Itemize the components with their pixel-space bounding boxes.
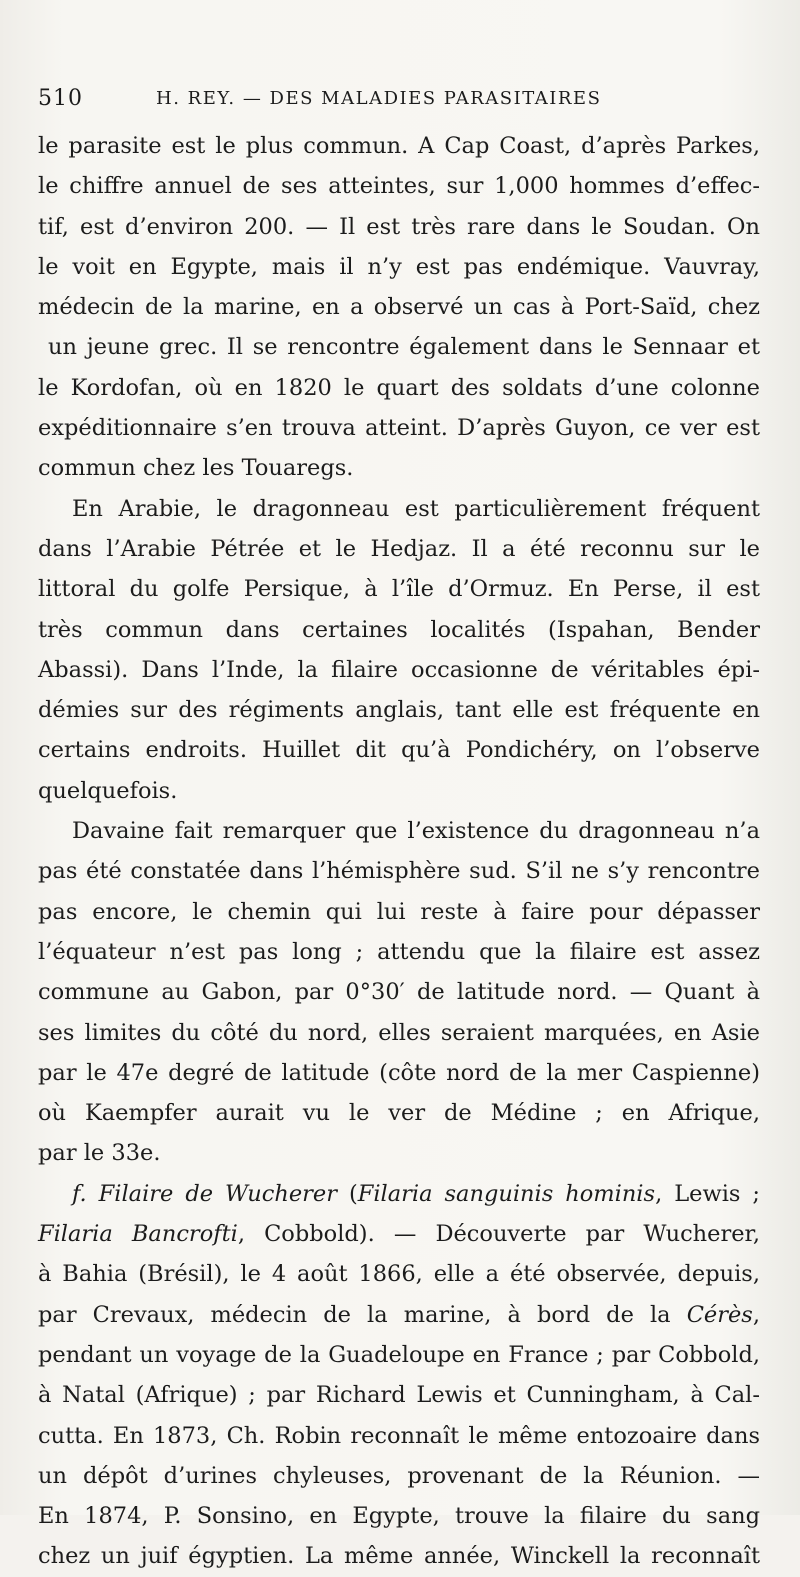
text-line: pendant un voyage de la Guadeloupe en France ; par Cobbold, <box>38 1341 760 1368</box>
text-line: Abassi). Dans l’Inde, la filaire occasionne de véritables épi- <box>38 656 760 683</box>
page-header <box>38 86 758 116</box>
text-line: En Arabie, le dragonneau est particulièrement fréquent <box>72 495 760 522</box>
text-plain: ( <box>336 1180 358 1207</box>
page-number: 510 <box>38 86 83 111</box>
text-line: par le 47e degré de latitude (côte nord de la mer Caspienne) <box>38 1059 760 1086</box>
text-italic: f. Filaire de Wucherer <box>72 1180 337 1207</box>
text-line: médecin de la marine, en a observé un cas à Port-Saïd, chez <box>38 294 760 321</box>
text-line: le voit en Egypte, mais il n’y est pas endémique. Vauvray, <box>38 253 760 280</box>
text-line <box>38 1174 760 1214</box>
text-line <box>38 1295 760 1335</box>
text-line: ses limites du côté du nord, elles seraient marquées, en Asie <box>38 1019 760 1046</box>
text-italic: Filaria sanguinis hominis <box>357 1180 656 1207</box>
text-line: dans l’Arabie Pétrée et le Hedjaz. Il a été reconnu sur le <box>38 535 760 562</box>
text-plain: , Lewis ; <box>655 1180 761 1207</box>
text-line <box>38 1214 760 1254</box>
text-line: quelquefois. <box>38 777 178 804</box>
text-line: certains endroits. Huillet dit qu’à Pondichéry, on l’observe <box>38 737 760 764</box>
text-line: démies sur des régiments anglais, tant elle est fréquente en <box>38 697 760 724</box>
text-plain: par Crevaux, médecin de la marine, à bord de la <box>38 1301 687 1328</box>
text-line: le chiffre annuel de ses atteintes, sur 1,000 hommes d’effec- <box>38 173 760 200</box>
text-line: où Kaempfer aurait vu le ver de Médine ; en Afrique, <box>38 1100 760 1127</box>
text-plain: , <box>752 1301 760 1328</box>
text-line: tif, est d’environ 200. — Il est très rare dans le Soudan. On <box>38 213 760 240</box>
text-line: le parasite est le plus commun. A Cap Coast, d’après Parkes, <box>38 133 760 159</box>
text-line: chez un juif égyptien. La même année, Winckell la reconnaît <box>38 1543 760 1570</box>
text-line: très commun dans certaines localités (Ispahan, Bender <box>38 616 760 643</box>
text-line: à Natal (Afrique) ; par Richard Lewis et Cunningham, à Cal- <box>38 1382 760 1409</box>
text-line: pas encore, le chemin qui lui reste à faire pour dépasser <box>38 898 760 925</box>
text-line: un jeune grec. Il se rencontre également dans le Sennaar et <box>48 334 760 361</box>
text-line: littoral du golfe Persique, à l’île d’Ormuz. En Perse, il est <box>38 576 760 603</box>
text-line: à Bahia (Brésil), le 4 août 1866, elle a été observée, depuis, <box>38 1261 760 1288</box>
text-plain: , Cobbold). — Découverte par Wucherer, <box>237 1221 760 1248</box>
text-line: cutta. En 1873, Ch. Robin reconnaît le même entozoaire dans <box>38 1422 760 1449</box>
running-title: H. REY. — DES MALADIES PARASITAIRES <box>156 88 602 109</box>
text-italic: Filaria Bancrofti <box>38 1221 238 1248</box>
text-line: Davaine fait remarquer que l’existence du dragonneau n’a <box>72 818 760 845</box>
text-line: un dépôt d’urines chyleuses, provenant de la Réunion. — <box>38 1462 760 1489</box>
text-line: commune au Gabon, par 0°30′ de latitude nord. — Quant à <box>38 979 760 1006</box>
text-line: le Kordofan, où en 1820 le quart des soldats d’une colonne <box>38 374 760 401</box>
text-line: En 1874, P. Sonsino, en Egypte, trouve la filaire du sang <box>38 1503 760 1530</box>
text-line: l’équateur n’est pas long ; attendu que la filaire est assez <box>38 938 760 965</box>
text-line: expéditionnaire s’en trouva atteint. D’après Guyon, ce ver est <box>38 415 760 442</box>
text-line: par le 33e. <box>38 1140 161 1167</box>
text-italic: Cérès <box>686 1301 753 1328</box>
text-line: pas été constatée dans l’hémisphère sud. S’il ne s’y rencontre <box>38 858 760 885</box>
text-line: commun chez les Touaregs. <box>38 455 354 482</box>
body-text <box>38 126 760 1577</box>
